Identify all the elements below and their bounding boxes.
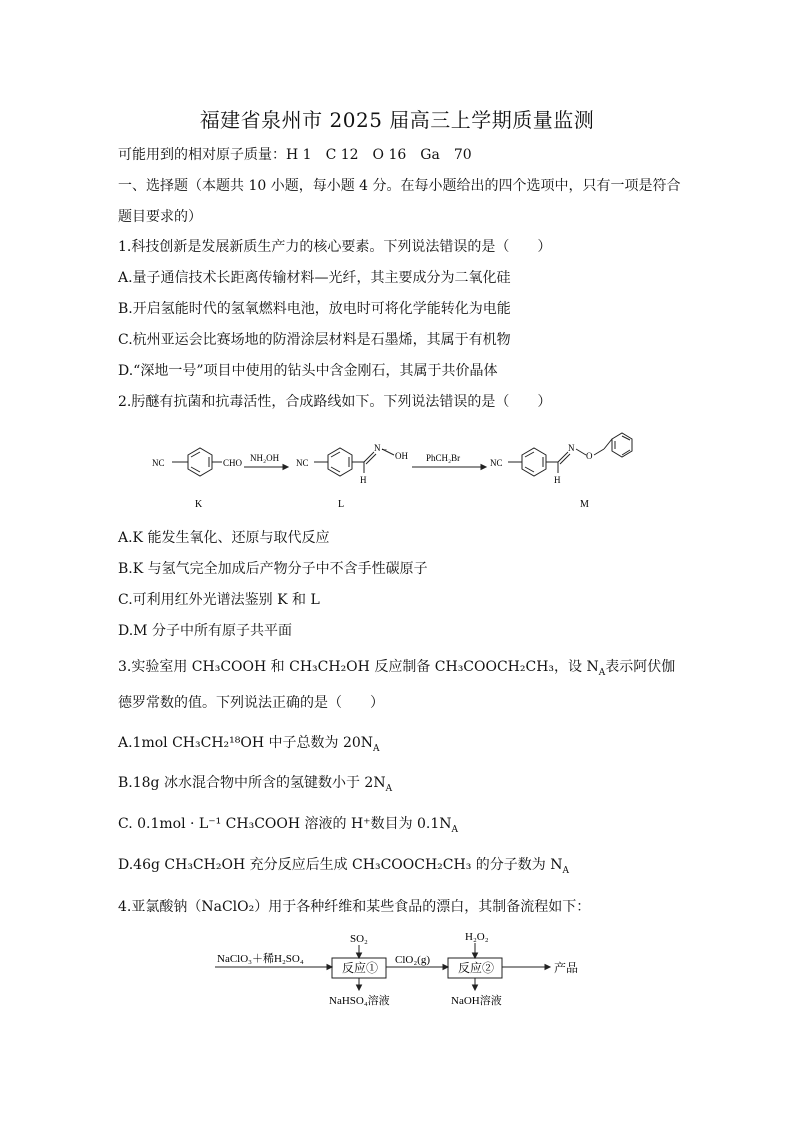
q4-stem: 4.亚氯酸钠（NaClO₂）用于各种纤维和某些食品的漂白，其制备流程如下： bbox=[118, 899, 591, 915]
flow-input: NaClO₃＋稀H₂SO₄ bbox=[217, 953, 304, 965]
q1-option-c: C.杭州亚运会比赛场地的防滑涂层材料是石墨烯，其属于有机物 bbox=[118, 332, 511, 348]
q3-stem-line1: 3.实验室用 CH₃COOH 和 CH₃CH₂OH 反应制备 CH₃COOCH₂CH₃，设 $N_A$表示阿伏伽 bbox=[118, 659, 676, 678]
l-h: H bbox=[360, 475, 367, 485]
k-nc: NC bbox=[152, 458, 165, 468]
flow-clo2: ClO₂(g) bbox=[395, 954, 430, 966]
l-nc: NC bbox=[296, 458, 309, 468]
l-oh: OH bbox=[395, 451, 408, 461]
reagent-1: NH₂OH bbox=[250, 453, 280, 463]
m-n: N bbox=[568, 443, 575, 453]
q3-option-a: A.1mol CH₃CH₂¹⁸OH 中子总数为 $20N_A$ bbox=[118, 735, 380, 754]
l-dash: – bbox=[382, 444, 387, 454]
flow-nahso4: NaHSO₄溶液 bbox=[329, 995, 390, 1007]
q1-option-d: D.“深地一号”项目中使用的钻头中含金刚石，其属于共价晶体 bbox=[118, 363, 498, 379]
q2-option-a: A.K 能发生氧化、还原与取代反应 bbox=[118, 530, 330, 546]
m-o: O bbox=[586, 451, 593, 461]
q2-option-c: C.可利用红外光谱法鉴别 K 和 L bbox=[118, 592, 320, 608]
flow-product: 产品 bbox=[554, 961, 579, 975]
q2-stem: 2.肟醚有抗菌和抗毒活性，合成路线如下。下列说法错误的是（ ） bbox=[118, 394, 552, 410]
synthesis-scheme bbox=[140, 425, 660, 520]
l-n: N bbox=[374, 443, 381, 453]
atomic-mass-note: 可能用到的相对原子质量：H 1 C 12 O 16 Ga 70 bbox=[118, 147, 472, 163]
q3-option-c: C. 0.1mol · L⁻¹ CH₃COOH 溶液的 H⁺数目为 $0.1N_A$ bbox=[118, 816, 459, 835]
reagent-2: PhCH₂Br bbox=[426, 453, 461, 463]
q2-option-b: B.K 与氢气完全加成后产物分子中不含手性碳原子 bbox=[118, 561, 428, 577]
k-label: K bbox=[195, 499, 203, 510]
section-heading-line1: 一、选择题（本题共 10 小题，每小题 4 分。在每小题给出的四个选项中，只有一项是符合 bbox=[118, 178, 681, 194]
section-heading-line2: 题目要求的） bbox=[118, 209, 202, 225]
flow-so2: SO₂ bbox=[350, 933, 368, 945]
flow-reaction-2: 反应② bbox=[458, 961, 495, 975]
flow-naoh: NaOH溶液 bbox=[451, 995, 502, 1007]
m-h: H bbox=[554, 475, 561, 485]
q1-option-b: B.开启氢能时代的氢氧燃料电池，放电时可将化学能转化为电能 bbox=[118, 301, 511, 317]
q1-stem: 1.科技创新是发展新质生产力的核心要素。下列说法错误的是（ ） bbox=[118, 239, 552, 255]
m-nc: NC bbox=[490, 458, 503, 468]
flow-diagram bbox=[215, 925, 595, 1010]
flow-reaction-1: 反应① bbox=[342, 961, 379, 975]
flow-h2o2: H₂O₂ bbox=[465, 931, 489, 943]
q1-option-a: A.量子通信技术长距离传输材料—光纤，其主要成分为二氧化硅 bbox=[118, 270, 511, 286]
k-cho: CHO bbox=[223, 458, 243, 468]
q2-option-d: D.M 分子中所有原子共平面 bbox=[118, 623, 292, 639]
q3-option-d: D.46g CH₃CH₂OH 充分反应后生成 CH₃COOCH₂CH₃ 的分子数为 $N_A$ bbox=[118, 857, 569, 876]
m-label: M bbox=[580, 499, 589, 510]
l-label: L bbox=[338, 499, 345, 510]
page-title: 福建省泉州市 2025 届高三上学期质量监测 bbox=[199, 108, 595, 132]
q3-stem-line2: 德罗常数的值。下列说法正确的是（ ） bbox=[118, 695, 384, 711]
q3-option-b: B.18g 冰水混合物中所含的氢键数小于 $2N_A$ bbox=[118, 775, 393, 794]
